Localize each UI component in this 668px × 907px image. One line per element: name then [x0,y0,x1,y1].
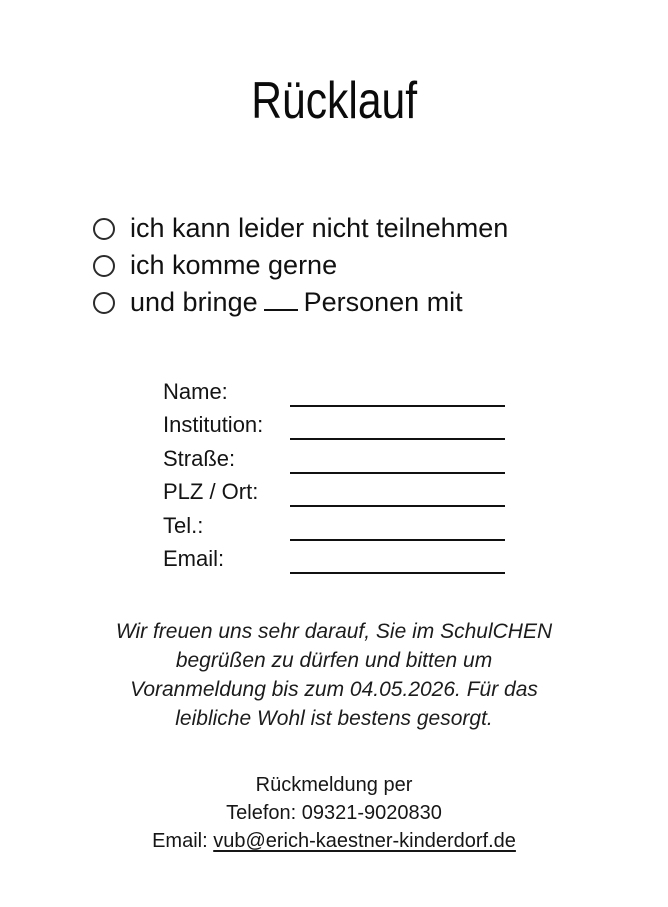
field-row-email [163,541,505,574]
page-title-text: Rücklauf [251,72,417,130]
field-blank-line-email [290,547,505,574]
note-line-3: Voranmeldung bis zum 04.05.2026. Für das [130,678,538,701]
field-blank-line-tel [290,514,505,541]
field-label-plz-ort: PLZ / Ort: [163,479,259,505]
option-bring-persons-prefix: und bringe [130,287,258,317]
option-bring-persons [93,284,508,321]
footer-email-link[interactable]: vub@erich-kaestner-kinderdorf.de [213,830,516,852]
note-line-2: begrüßen zu dürfen und bitten um [175,649,493,672]
field-label-strasse: Straße: [163,445,236,471]
page-title [0,74,668,129]
footer-email-line [0,827,668,855]
footer-email-prefix: Email: [152,830,214,852]
option-bring-persons-label [130,287,463,318]
radio-circle-cannot-attend[interactable] [93,218,115,240]
note-line-1: Wir freuen uns sehr darauf, Sie im SchulCHEN [115,620,553,643]
field-blank-line-name [290,380,505,407]
option-cannot-attend-label: ich kann leider nicht teilnehmen [130,213,509,243]
option-bring-persons-suffix: Personen mit [303,287,463,317]
invitation-note [0,617,668,733]
field-label-email: Email: [163,545,225,571]
persons-count-blank [264,305,298,311]
field-label-institution: Institution: [163,412,264,438]
field-row-name [163,374,505,407]
field-row-institution [163,407,505,440]
radio-circle-will-attend[interactable] [93,255,115,277]
field-row-strasse [163,441,505,474]
option-will-attend-label: ich komme gerne [130,250,338,280]
contact-footer [0,771,668,855]
footer-heading: Rückmeldung per [255,774,413,796]
note-line-4: leibliche Wohl ist bestens gesorgt. [175,707,493,730]
field-row-tel [163,508,505,541]
contact-fields [163,374,505,574]
field-row-plz-ort [163,474,505,507]
option-cannot-attend [93,210,508,247]
option-will-attend [93,247,508,284]
rsvp-options [93,210,508,321]
radio-circle-bring-persons[interactable] [93,292,115,314]
field-label-name: Name: [163,379,228,404]
field-blank-line-plz-ort [290,480,505,507]
field-blank-line-strasse [290,447,505,474]
field-blank-line-institution [290,413,505,440]
field-label-tel: Tel.: [163,512,204,538]
footer-phone: Telefon: 09321-9020830 [226,802,442,824]
